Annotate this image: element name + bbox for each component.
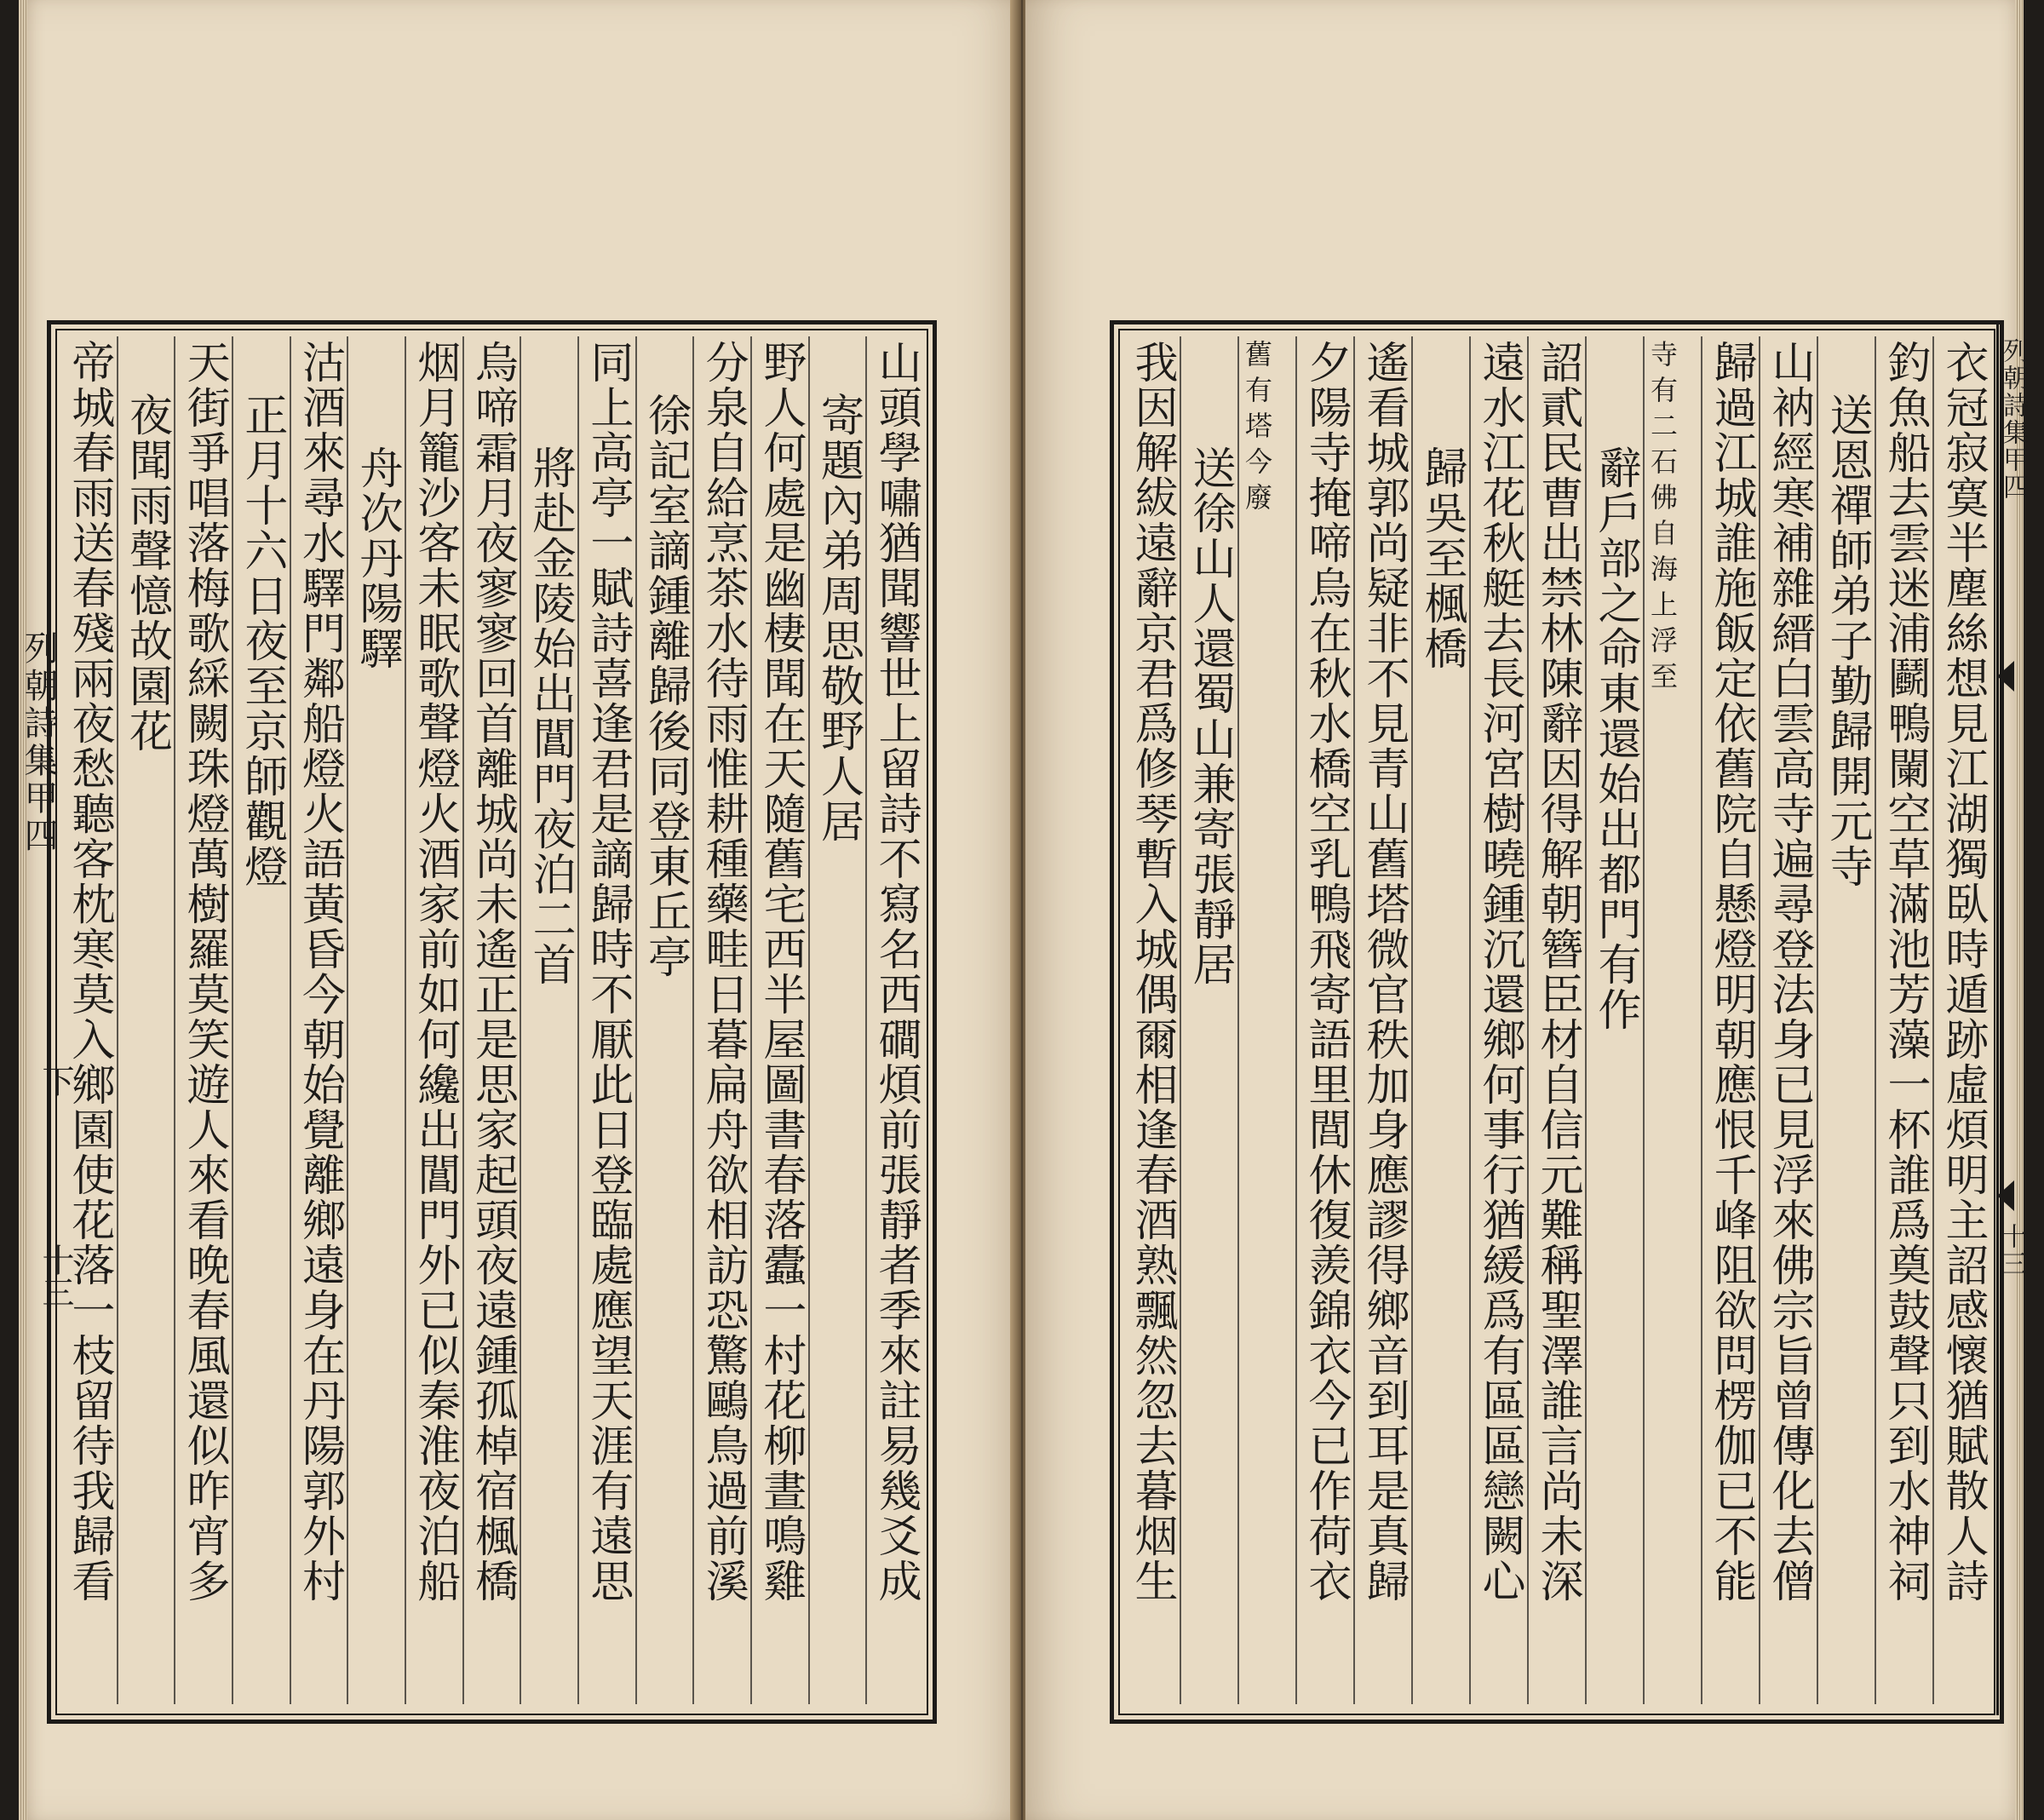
left-column-rule [405, 336, 406, 1704]
left-column-2: 寄題內弟周思敬野人居 [812, 393, 864, 844]
right-column-rule [1817, 336, 1818, 1704]
left-text-frame [47, 320, 937, 1724]
fishtail-lower-icon [1997, 1180, 2014, 1211]
right-column-rule [1237, 336, 1239, 1704]
right-column-rule [1932, 336, 1934, 1704]
left-column-rule [290, 336, 291, 1704]
right-column-14: 送徐山人還蜀山兼寄張靜居 [1185, 445, 1235, 987]
right-column-rule [1180, 336, 1181, 1704]
left-column-rule [692, 336, 694, 1704]
right-column-rule [1643, 336, 1645, 1704]
left-column-1: 山頭學嘯猶聞響世上留詩不寫名西磵煩前張靜者季來註易幾爻成 [870, 340, 922, 1604]
left-fold-page: 十三 [37, 1243, 74, 1308]
right-column-13: 舊有塔今廢 [1241, 340, 1273, 519]
left-column-rule [232, 336, 233, 1704]
right-column-rule [1353, 336, 1355, 1704]
right-column-5: 歸過江城誰施飯定依舊院自懸燈明朝應恨千峰阻欲問楞伽已不能 [1706, 340, 1756, 1604]
right-column-2: 釣魚船去雲迷浦鬬鴨闌空草滿池芳藻一杯誰爲奠鼓聲只到水神祠 [1880, 340, 1930, 1604]
left-fold-section: 下 [37, 1065, 74, 1097]
right-column-3: 送恩禪師弟子勤歸開元寺 [1822, 393, 1872, 889]
right-column-6: 寺有二石佛自海上浮至 [1646, 340, 1679, 698]
right-fold-title: 列朝詩集甲四 [1998, 337, 2028, 501]
right-column-rule [1585, 336, 1587, 1704]
right-column-4: 山衲經寒補雜縉白雲高寺遍尋登法身已見浮來佛宗旨曾傳化去僧 [1764, 340, 1814, 1604]
left-column-12: 正月十六日夜至京師觀燈 [236, 393, 287, 889]
right-column-1: 衣冠寂寞半塵絲想見江湖獨臥時遁跡虛煩明主詔感懷猶賦散人詩 [1938, 340, 1988, 1604]
right-column-rule [1411, 336, 1413, 1704]
left-column-10: 舟次丹陽驛 [352, 445, 403, 671]
right-column-10: 歸吳至楓橋 [1416, 445, 1467, 671]
left-column-rule [808, 336, 810, 1704]
left-column-5: 徐記室謫鍾離歸後同登東丘亭 [640, 393, 691, 979]
left-column-7: 將赴金陵始出閶門夜泊二首 [525, 445, 576, 987]
right-column-rule [1701, 336, 1702, 1704]
left-column-6: 同上高亭一賦詩喜逢君是謫歸時不厭此日登臨處應望天涯有遠思 [582, 340, 633, 1604]
left-column-rule [462, 336, 464, 1704]
left-column-11: 沽酒來尋水驛門鄰船燈火語黃昏今朝始覺離鄉遠身在丹陽郭外村 [294, 340, 345, 1604]
left-column-15: 帝城春雨送春殘兩夜愁聽客枕寒莫入鄉園使花落一枝留待我歸看 [63, 340, 114, 1604]
right-column-8: 詔貳民曹出禁林陳辭因得解朝簪臣材自信元難稱聖澤誰言尚未深 [1532, 340, 1582, 1604]
left-column-rule [117, 336, 118, 1704]
right-column-11: 遙看城郭尚疑非不見青山舊塔微官秩加身應謬得鄉音到耳是真歸 [1358, 340, 1409, 1604]
left-column-9: 烟月籠沙客未眠歌聲燈火酒家前如何纔出閶門外已似秦淮夜泊船 [409, 340, 460, 1604]
left-column-8: 烏啼霜月夜寥寥回首離城尚未遙正是思家起頭夜遠鍾孤棹宿楓橋 [467, 340, 518, 1604]
right-column-rule [1759, 336, 1760, 1704]
right-column-rule [1295, 336, 1297, 1704]
right-column-rule [1469, 336, 1471, 1704]
left-column-rule [865, 336, 867, 1704]
right-fold-page: 十三 [1996, 1223, 2026, 1277]
left-column-rule [577, 336, 579, 1704]
left-column-13: 天街爭唱落梅歌綵闕珠燈萬樹羅莫笑遊人來看晚春風還似昨宵多 [179, 340, 230, 1604]
right-text-frame [1110, 320, 2004, 1724]
fishtail-upper-icon [1997, 661, 2014, 692]
left-fold-title: 列朝詩集甲四 [19, 630, 58, 855]
left-column-rule [174, 336, 175, 1704]
right-column-7: 辭戶部之命東還始出都門有作 [1590, 445, 1640, 1032]
right-column-rule [1875, 336, 1876, 1704]
left-column-3: 野人何處是幽棲聞在天隨舊宅西半屋圖書春落蠹一村花柳晝鳴雞 [755, 340, 806, 1604]
left-column-14: 夜聞雨聲憶故園花 [121, 393, 172, 754]
right-column-15: 我因解紱遠辭京君爲修琴暫入城偶爾相逢春酒熟飄然忽去暮烟生 [1127, 340, 1177, 1604]
right-banxin [1996, 320, 2028, 1715]
left-column-rule [750, 336, 752, 1704]
right-column-rule [1527, 336, 1529, 1704]
left-column-rule [635, 336, 637, 1704]
right-column-12: 夕陽寺掩啼烏在秋水橋空乳鴨飛寄語里閭休復羨錦衣今已作荷衣 [1300, 340, 1351, 1604]
left-column-rule [520, 336, 521, 1704]
left-column-rule [347, 336, 348, 1704]
right-column-9: 遠水江花秋艇去長河宮樹曉鍾沉還鄉何事行猶緩爲有區區戀闕心 [1474, 340, 1524, 1604]
left-column-4: 分泉自給烹茶水待雨惟耕種藥畦日暮扁舟欲相訪恐驚鷗鳥過前溪 [698, 340, 749, 1604]
